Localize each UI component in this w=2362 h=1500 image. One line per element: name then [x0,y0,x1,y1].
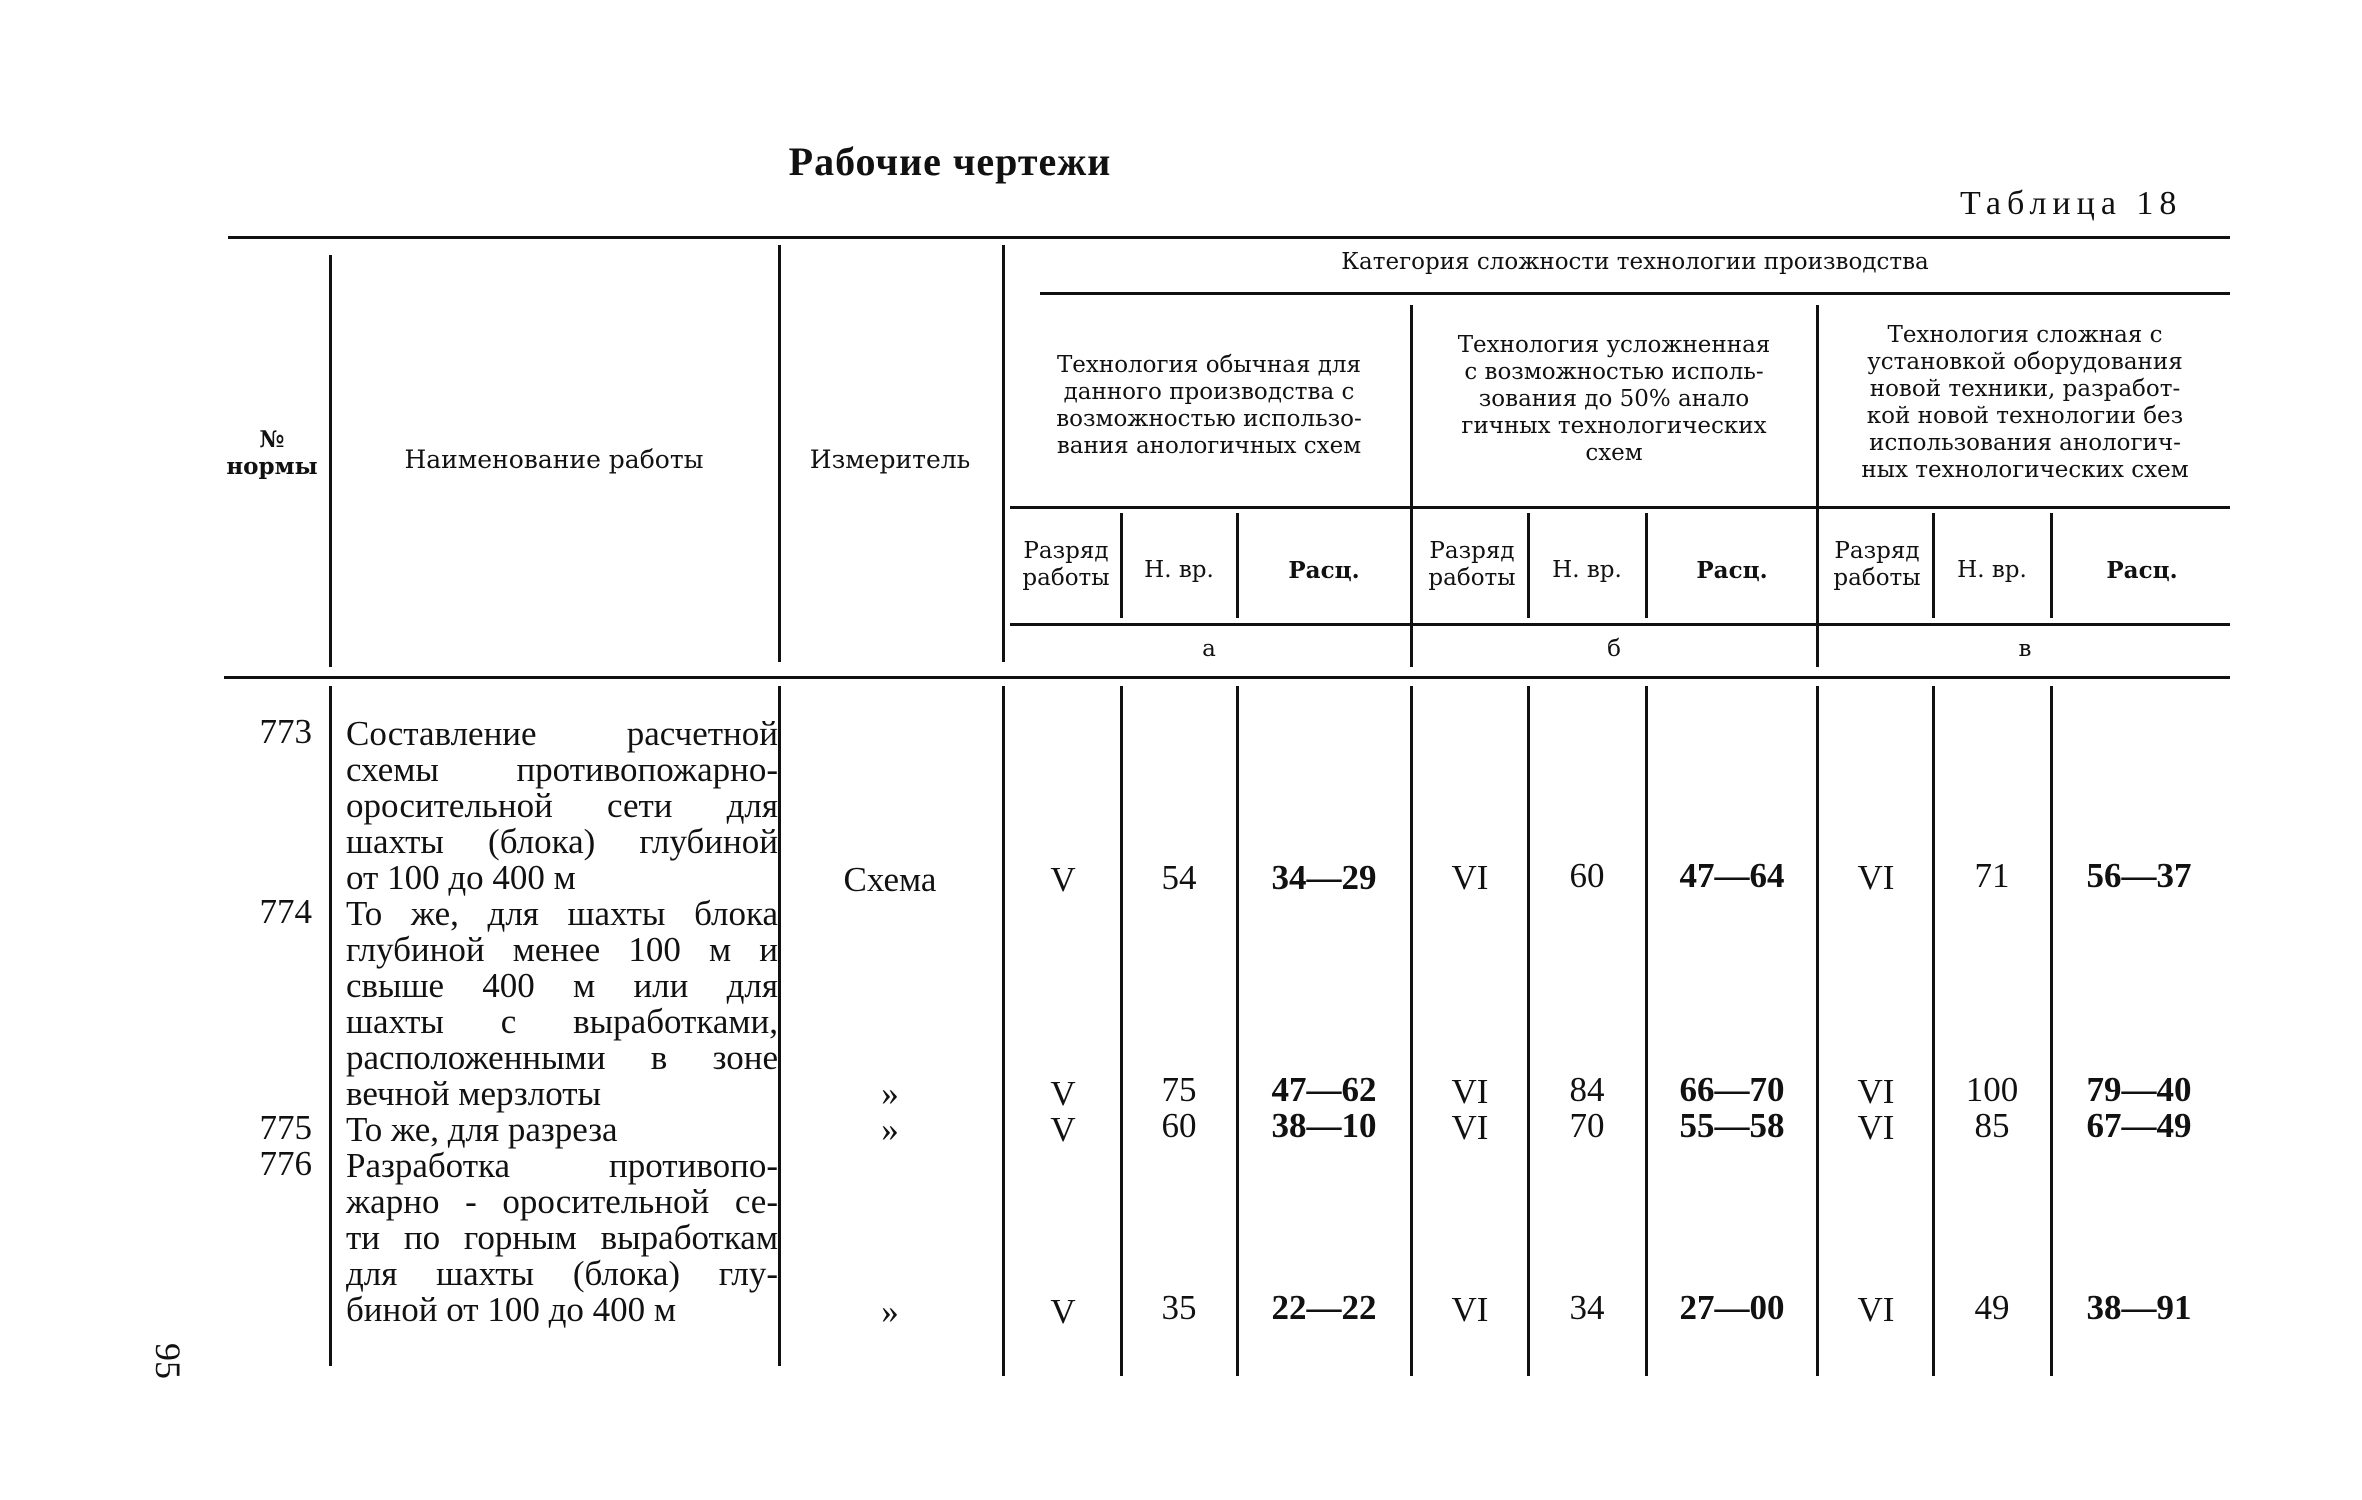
page-title: Рабочие чертежи [788,139,1112,184]
header-group-b-line: зования до 50% анало [1478,386,1750,412]
sub-rank-line: Разряд [1834,538,1920,564]
row-773-unit: Схема [843,860,937,899]
vline-b6 [1410,686,1413,1376]
sub-rank-c [1822,538,1932,592]
header-group-c-line: новой техники, разработ- [1869,376,2181,402]
rule-sub [1010,623,2230,626]
row-776-time-a: 35 [1161,1288,1197,1327]
rule-category [1040,292,2230,295]
row-773-rate-a: 34—29 [1271,858,1377,897]
sub-rate-b: Расц. [1696,557,1768,584]
header-group-c-line: использования анологич- [1869,430,2181,456]
row-776-name-line: ти по горным выработкам [346,1218,778,1257]
sub-rank-b [1418,538,1526,592]
row-776-rate-b: 27—00 [1679,1288,1785,1327]
header-group-c-line: Технология сложная с [1887,322,2163,348]
row-776-rate-a: 22—22 [1271,1288,1377,1327]
row-776-name-line: биной от 100 до 400 м [346,1290,677,1329]
sub-rank-line: работы [1833,565,1921,591]
header-group-b-line: с возможностью исполь- [1464,359,1764,385]
vline-h2 [778,245,781,662]
row-775-rank-a: V [1050,1110,1076,1149]
row-773-time-b: 60 [1569,856,1605,895]
table-label: Таблица 18 [1960,185,2183,222]
vline-h8 [1527,513,1530,618]
header-norm-no-line2: нормы [226,453,318,480]
header-group-b [1414,332,1814,467]
header-norm-no-line1: № [259,426,285,453]
header-group-b-line: схем [1585,440,1643,466]
row-773-time-a: 54 [1161,858,1197,897]
row-775-rate-c: 67—49 [2086,1106,2192,1145]
sub-time-a: Н. вр. [1144,557,1214,583]
row-774-name-line: свыше 400 м или для [346,966,778,1005]
sub-rank-line: работы [1022,565,1110,591]
header-group-b-line: Технология усложненная [1457,332,1771,358]
row-773-rank-b: VI [1451,858,1489,897]
header-group-c [1820,322,2230,484]
vline-b9 [1816,686,1819,1376]
vline-h9 [1645,513,1648,618]
header-category: Категория сложности технологии производства [1341,249,1929,275]
sub-rate-c: Расц. [2106,557,2178,584]
row-775-unit: » [881,1110,899,1149]
row-776-no: 776 [259,1144,312,1183]
row-775-no: 775 [259,1108,312,1147]
vline-b1 [329,686,332,1366]
row-774-rate-b: 66—70 [1679,1070,1785,1109]
header-group-a-line: вания анологичных схем [1056,433,1362,459]
row-776-rank-a: V [1050,1292,1076,1331]
vline-b3 [1002,686,1005,1376]
row-774-rate-c: 79—40 [2086,1070,2192,1109]
row-775-time-b: 70 [1569,1106,1605,1145]
row-773-rate-b: 47—64 [1679,856,1785,895]
header-group-b-line: гичных технологических [1461,413,1767,439]
header-work-name: Наименование работы [404,445,704,474]
rule-header-bottom [224,676,2230,679]
vline-h1 [329,255,332,667]
row-773-name [346,716,778,896]
row-774-time-a: 75 [1161,1070,1197,1109]
row-773-name-line: от 100 до 400 м [346,858,576,897]
row-773-no: 773 [259,712,312,751]
row-776-time-c: 49 [1974,1288,2010,1327]
row-774-time-c: 100 [1965,1070,2019,1109]
row-773-rank-a: V [1050,860,1076,899]
row-776-unit: » [881,1292,899,1331]
row-774-name [346,896,778,1112]
row-775-time-c: 85 [1974,1106,2010,1145]
header-unit: Измеритель [809,445,971,474]
sub-rank-a [1012,538,1120,592]
row-776-time-b: 34 [1569,1288,1605,1327]
vline-h11 [2050,513,2053,618]
sub-time-b: Н. вр. [1552,557,1622,583]
row-776-name [346,1148,778,1328]
vline-h7 [1236,513,1239,618]
vline-b10 [1932,686,1935,1376]
vline-h5 [1816,305,1819,667]
group-letter-a: а [1202,636,1216,662]
row-773-name-line: Составление расчетной [346,714,778,753]
row-775-name [346,1112,778,1148]
header-norm-no [222,426,322,480]
vline-b5 [1236,686,1239,1376]
header-group-a-line: данного производства с [1063,379,1355,405]
page-number: 95 [148,1343,188,1379]
row-775-rank-c: VI [1857,1108,1895,1147]
vline-b7 [1527,686,1530,1376]
row-776-rank-b: VI [1451,1290,1489,1329]
row-775-time-a: 60 [1161,1106,1197,1145]
rule-top [228,236,2230,239]
header-group-c-line: установкой оборудования [1867,349,2183,375]
row-774-rank-a: V [1050,1074,1076,1113]
vline-h4 [1410,305,1413,667]
row-773-name-line: оросительной сети для [346,786,778,825]
vline-h10 [1932,513,1935,618]
row-774-name-line: расположенными в зоне [346,1038,778,1077]
row-776-name-line: жарно - оросительной се- [346,1182,778,1221]
vline-h6 [1120,513,1123,618]
row-776-rate-c: 38—91 [2086,1288,2192,1327]
group-letter-c: в [2018,636,2032,662]
row-774-rank-c: VI [1857,1072,1895,1111]
row-774-no: 774 [259,892,312,931]
row-773-rate-c: 56—37 [2086,856,2192,895]
sub-rank-line: работы [1428,565,1516,591]
vline-h3 [1002,245,1005,662]
vline-b11 [2050,686,2053,1376]
row-776-name-line: для шахты (блока) глу- [346,1254,778,1293]
row-773-name-line: схемы противопожарно- [346,750,778,789]
row-774-name-line: вечной мерзлоты [346,1074,602,1113]
group-letter-b: б [1607,636,1621,662]
rule-groups [1010,506,2230,509]
sub-time-c: Н. вр. [1957,557,2027,583]
row-774-name-line: То же, для шахты блока [346,894,778,933]
sub-rank-line: Разряд [1023,538,1109,564]
header-group-c-line: кой новой технологии без [1866,403,2184,429]
header-group-a-line: Технология обычная для [1056,352,1362,378]
row-776-name-line: Разработка противопо- [346,1146,778,1185]
row-773-time-c: 71 [1974,856,2010,895]
row-774-name-line: глубиной менее 100 м и [346,930,778,969]
row-775-rank-b: VI [1451,1108,1489,1147]
row-773-rank-c: VI [1857,858,1895,897]
header-group-a [1010,352,1408,460]
sub-rate-a: Расц. [1288,557,1360,584]
row-773-name-line: шахты (блока) глубиной [346,822,778,861]
vline-b8 [1645,686,1648,1376]
row-775-name-line: То же, для разреза [346,1110,618,1149]
vline-b4 [1120,686,1123,1376]
row-774-rate-a: 47—62 [1271,1070,1377,1109]
row-774-name-line: шахты с выработками, [346,1002,778,1041]
vline-b2 [778,686,781,1366]
row-775-rate-a: 38—10 [1271,1106,1377,1145]
row-774-unit: » [881,1074,899,1113]
row-774-rank-b: VI [1451,1072,1489,1111]
header-group-c-line: ных технологических схем [1861,457,2189,483]
row-775-rate-b: 55—58 [1679,1106,1785,1145]
sub-rank-line: Разряд [1429,538,1515,564]
row-776-rank-c: VI [1857,1290,1895,1329]
header-group-a-line: возможностью использо- [1056,406,1362,432]
row-774-time-b: 84 [1569,1070,1605,1109]
